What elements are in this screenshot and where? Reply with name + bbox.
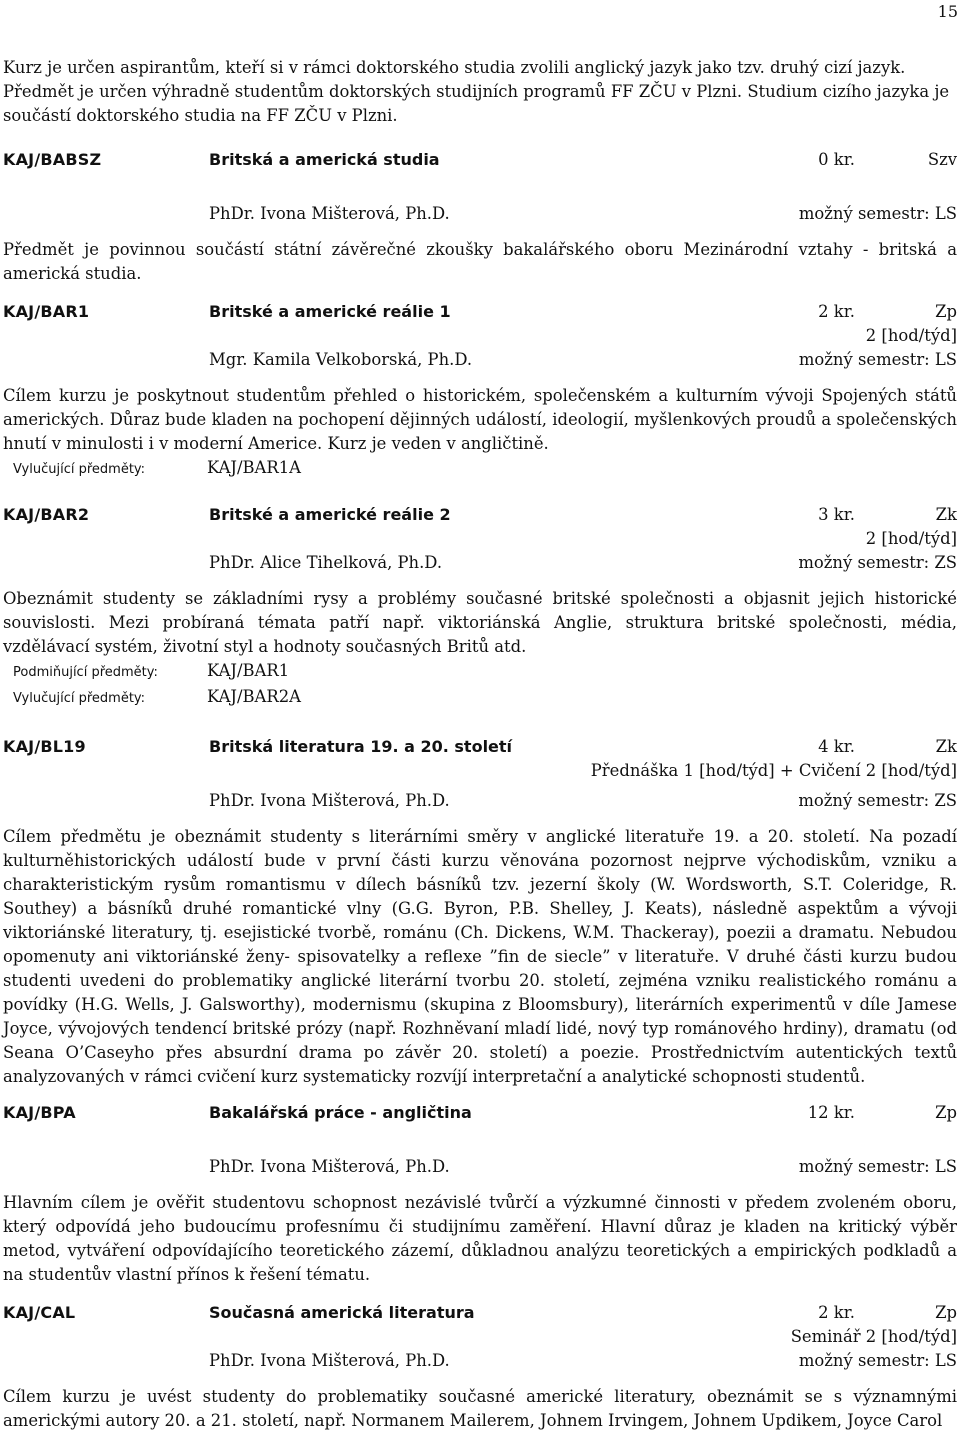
relation-label: Vylučující předměty: (13, 691, 146, 706)
course-description: Cílem kurzu je uvést studenty do problematiky současné americké literatury, obeznámit se s významnými americkými autory 20. a 21. století, např. Normanem Mailerem, Johnem Irvingem, Johnem Updikem, Joyce Carol (3, 1387, 957, 1430)
course-credits: 12 kr. (807, 1103, 855, 1122)
course-title: Britská a americká studia (209, 150, 440, 169)
course-teacher: PhDr. Ivona Mišterová, Ph.D. (209, 1157, 450, 1176)
course-teacher: PhDr. Ivona Mišterová, Ph.D. (209, 791, 450, 810)
course-hours: Seminář 2 [hod/týd] (790, 1327, 957, 1346)
course-semester: možný semestr: ZS (798, 791, 957, 810)
course-title: Britská literatura 19. a 20. století (209, 737, 513, 756)
course-description: Cílem předmětu je obeznámit studenty s literárními směry v anglické literatuře 19. a 20. století. Na pozadí kulturněhistorických událostí bude v první části kurzu věnována pozornost nejprve východiskům, vzniku a charakteristickým rysům romantismu v dílech básníků tzv. jezerní školy (W. Wordsworth, S.T. Coleridge, R. Southey) a básníků druhé romantické vlny (G.G. Byron, P.B. Shelley, J. Keats), následně aspektům a vývoji viktoriánské literatury, tj. esejistické tvorbě, románu (Ch. Dickens, W.M. Thackeray), poezii a dramatu. Nebudou opomenuty ani viktoriánské ženy- spisovatelky a reflexe ”fin de siecle” v literatuře. V druhé části kurzu budou studenti uvedeni do problematiky anglické literární tvorbu 20. století, zejména vzniku realistického románu a povídky (H.G. Wells, J. Galsworthy), modernismu (skupina z Bloomsbury), literárních experimentů v díle Jamese Joyce, vývojových tendencí britské prózy (např. Rozhněvaní mladí lidé, nový typ románového hrdiny), dramatu (od Seana O’Caseyho přes absurdní drama po závěr 20. století) a poezie. Prostřednictvím autentických textů analyzovaných v rámci cvičení kurz systematicky rozvíjí interpretační a analytické schopnosti studentů. (3, 827, 957, 1086)
relation-value: KAJ/BAR1A (207, 458, 301, 477)
course-code: KAJ/BABSZ (3, 150, 102, 169)
course-teacher: Mgr. Kamila Velkoborská, Ph.D. (209, 350, 473, 369)
course-code: KAJ/BAR2 (3, 505, 90, 524)
course-teacher: PhDr. Ivona Mišterová, Ph.D. (209, 204, 450, 223)
course-code: KAJ/CAL (3, 1303, 76, 1322)
course-hours: Přednáška 1 [hod/týd] + Cvičení 2 [hod/týd] (590, 761, 957, 780)
intro-paragraph: Kurz je určen aspirantům, kteří si v rámci doktorského studia zvolili anglický jazyk jako tzv. druhý cizí jazyk. Předmět je určen výhradně studentům doktorských studijních programů FF ZČU v Plzni. Studium cizího jazyka je součástí doktorského studia na FF ZČU v Plzni. (3, 58, 950, 125)
course-relation (3, 685, 957, 711)
course-entry (3, 300, 957, 482)
course-entry (3, 148, 957, 286)
course-teacher: PhDr. Alice Tihelková, Ph.D. (209, 553, 443, 572)
course-exam-type: Zp (935, 302, 957, 321)
course-hours: 2 [hod/týd] (865, 326, 957, 345)
course-entry (3, 735, 957, 1089)
course-semester: možný semestr: LS (798, 1351, 957, 1370)
course-credits: 2 kr. (818, 1303, 855, 1322)
relation-label: Vylučující předměty: (13, 462, 146, 477)
course-code: KAJ/BL19 (3, 737, 86, 756)
relation-label: Podmiňující předměty: (13, 665, 158, 680)
relation-value: KAJ/BAR2A (207, 687, 301, 706)
course-exam-type: Zp (935, 1103, 957, 1122)
course-code: KAJ/BAR1 (3, 302, 90, 321)
course-relation (3, 456, 957, 482)
course-description: Předmět je povinnou součástí státní závěrečné zkoušky bakalářského oboru Mezinárodní vztahy - britská a americká studia. (3, 240, 957, 283)
course-relation (3, 659, 957, 685)
relation-value: KAJ/BAR1 (207, 661, 290, 680)
course-exam-type: Zk (935, 505, 957, 524)
course-teacher: PhDr. Ivona Mišterová, Ph.D. (209, 1351, 450, 1370)
page-number: 15 (937, 2, 958, 21)
course-code: KAJ/BPA (3, 1103, 76, 1122)
course-description: Hlavním cílem je ověřit studentovu schopnost nezávislé tvůrčí a výzkumné činnosti v předem zvoleném oboru, který odpovídá jeho budoucímu profesnímu či studijnímu zaměření. Hlavní důraz je kladen na kritický výběr metod, vytváření odpovídajícího teoretického zázemí, důkladnou analýzu teoretických a empirických podkladů a na studentův vlastní přínos k řešení tématu. (3, 1193, 957, 1284)
course-entry (3, 1301, 957, 1433)
course-exam-type: Szv (927, 150, 957, 169)
course-entry (3, 503, 957, 711)
course-entry (3, 1101, 957, 1287)
course-semester: možný semestr: ZS (798, 553, 957, 572)
course-credits: 2 kr. (818, 302, 855, 321)
course-title: Britské a americké reálie 2 (209, 505, 451, 524)
course-exam-type: Zp (935, 1303, 957, 1322)
course-semester: možný semestr: LS (798, 350, 957, 369)
course-credits: 0 kr. (818, 150, 855, 169)
course-title: Britské a americké reálie 1 (209, 302, 451, 321)
course-title: Bakalářská práce - angličtina (209, 1103, 472, 1122)
course-semester: možný semestr: LS (798, 204, 957, 223)
course-exam-type: Zk (935, 737, 957, 756)
course-description: Obeznámit studenty se základními rysy a problémy současné britské společnosti a objasnit jejich historické souvislosti. Mezi probíraná témata patří např. viktoriánská Anglie, struktura britské společnosti, média, vzdělávací systém, životní styl a hodnoty současných Britů atd. (3, 589, 957, 656)
course-semester: možný semestr: LS (798, 1157, 957, 1176)
course-title: Současná americká literatura (209, 1303, 475, 1322)
course-hours: 2 [hod/týd] (865, 529, 957, 548)
course-credits: 4 kr. (818, 737, 855, 756)
course-credits: 3 kr. (818, 505, 855, 524)
course-description: Cílem kurzu je poskytnout studentům přehled o historickém, společenském a kulturním vývoji Spojených států amerických. Důraz bude kladen na pochopení dějinných událostí, ideologií, myšlenkových proudů a společenských hnutí v minulosti i v moderní Americe. Kurz je veden v angličtině. (3, 386, 957, 453)
